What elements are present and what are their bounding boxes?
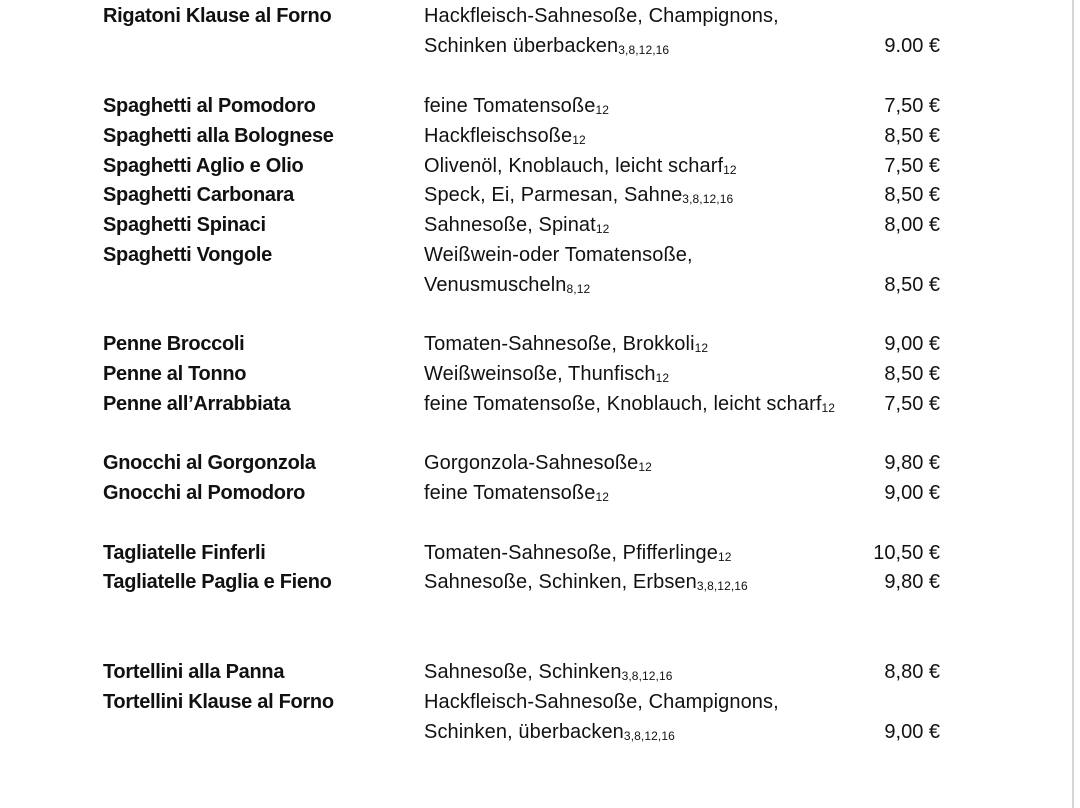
dish-name: Tagliatelle Finferli xyxy=(103,542,266,564)
dish-description: Weißwein-oder Tomatensoße, xyxy=(424,244,693,266)
dish-description: Hackfleisch-Sahnesoße, Champignons, xyxy=(424,5,779,27)
dish-name: Spaghetti Vongole xyxy=(103,244,272,266)
dish-description: Schinken, überbacken$_{3,8,12,16}$ xyxy=(424,721,675,743)
dish-description: feine Tomatensoße$_{12}$ xyxy=(424,95,609,117)
dish-price: 8,00 € xyxy=(884,214,940,236)
dish-price: 9.00 € xyxy=(884,35,940,57)
dish-name: Rigatoni Klause al Forno xyxy=(103,5,332,27)
dish-price: 8,80 € xyxy=(884,661,940,683)
allergen-codes: 12 xyxy=(638,460,652,474)
dish-description: Tomaten-Sahnesoße, Brokkoli$_{12}$ xyxy=(424,333,709,355)
dish-name: Tortellini Klause al Forno xyxy=(103,691,334,713)
allergen-codes: 12 xyxy=(595,222,610,236)
dish-description: Schinken überbacken$_{3,8,12,16}$ xyxy=(424,35,670,57)
dish-name: Penne all’Arrabbiata xyxy=(103,393,291,415)
dish-name: Spaghetti al Pomodoro xyxy=(103,95,316,117)
allergen-codes: 12 xyxy=(821,401,836,415)
allergen-codes: 3,8,12,16 xyxy=(618,43,670,57)
dish-name: Penne al Tonno xyxy=(103,363,247,385)
dish-price: 9,00 € xyxy=(884,721,940,743)
allergen-codes: 12 xyxy=(723,163,737,177)
dish-name: Spaghetti Carbonara xyxy=(103,184,294,206)
dish-name: Gnocchi al Pomodoro xyxy=(103,482,306,504)
allergen-codes: 8,12 xyxy=(566,282,591,296)
dish-price: 9,00 € xyxy=(884,333,940,355)
dish-name: Tortellini alla Panna xyxy=(103,661,285,683)
dish-description: Sahnesoße, Schinken, Erbsen$_{3,8,12,16}$ xyxy=(424,571,748,593)
allergen-codes: 12 xyxy=(595,103,609,117)
allergen-codes: 12 xyxy=(718,550,732,564)
dish-price: 10,50 € xyxy=(873,542,940,564)
allergen-codes: 12 xyxy=(694,341,709,355)
dish-description: Sahnesoße, Schinken$_{3,8,12,16}$ xyxy=(424,661,673,683)
dish-description: Venusmuscheln$_{8,12}$ xyxy=(424,274,591,296)
dish-description: feine Tomatensoße$_{12}$ xyxy=(424,482,609,504)
dish-description: Sahnesoße, Spinat$_{12}$ xyxy=(424,214,610,236)
allergen-codes: 3,8,12,16 xyxy=(621,669,673,683)
dish-price: 8,50 € xyxy=(884,184,940,206)
dish-price: 8,50 € xyxy=(884,363,940,385)
dish-description: Weißweinsoße, Thunfisch$_{12}$ xyxy=(424,363,670,385)
allergen-codes: 3,8,12,16 xyxy=(682,192,734,206)
allergen-codes: 3,8,12,16 xyxy=(623,729,675,743)
dish-price: 7,50 € xyxy=(884,95,940,117)
allergen-codes: 12 xyxy=(572,133,586,147)
dish-name: Penne Broccoli xyxy=(103,333,245,355)
dish-name: Gnocchi al Gorgonzola xyxy=(103,452,316,474)
dish-price: 8,50 € xyxy=(884,274,940,296)
dish-price: 7,50 € xyxy=(884,393,940,415)
dish-description: Olivenöl, Knoblauch, leicht scharf$_{12}$ xyxy=(424,155,737,177)
dish-description: Tomaten-Sahnesoße, Pfifferlinge$_{12}$ xyxy=(424,542,732,564)
dish-name: Spaghetti alla Bolognese xyxy=(103,125,334,147)
dish-price: 9,80 € xyxy=(884,452,940,474)
dish-price: 9,00 € xyxy=(884,482,940,504)
allergen-codes: 3,8,12,16 xyxy=(696,579,748,593)
dish-name: Tagliatelle Paglia e Fieno xyxy=(103,571,332,593)
allergen-codes: 12 xyxy=(655,371,670,385)
dish-price: 8,50 € xyxy=(884,125,940,147)
dish-description: feine Tomatensoße, Knoblauch, leicht scharf$_{12}$ xyxy=(424,393,836,415)
dish-price: 7,50 € xyxy=(884,155,940,177)
dish-name: Spaghetti Aglio e Olio xyxy=(103,155,304,177)
dish-description: Gorgonzola-Sahnesoße$_{12}$ xyxy=(424,452,652,474)
dish-description: Speck, Ei, Parmesan, Sahne$_{3,8,12,16}$ xyxy=(424,184,734,206)
dish-description: Hackfleisch-Sahnesoße, Champignons, xyxy=(424,691,779,713)
dish-name: Spaghetti Spinaci xyxy=(103,214,266,236)
dish-description: Hackfleischsoße$_{12}$ xyxy=(424,125,586,147)
dish-price: 9,80 € xyxy=(884,571,940,593)
allergen-codes: 12 xyxy=(595,490,609,504)
